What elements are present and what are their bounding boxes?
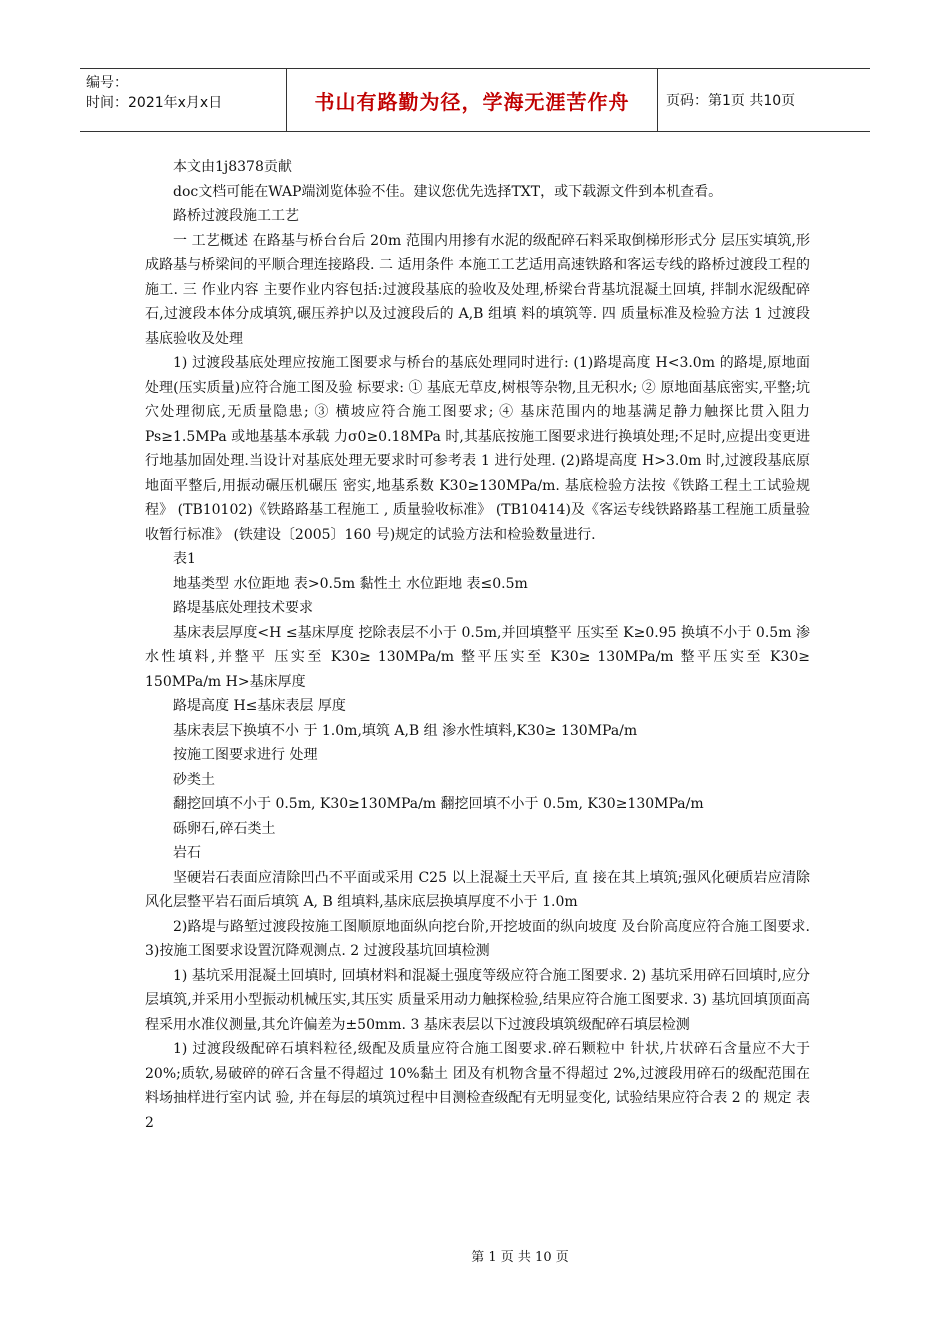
header-page-info: 页码：第1页 共10页	[666, 93, 796, 109]
paragraph: 按施工图要求进行 处理	[173, 747, 318, 763]
paragraph: 基床表层厚度<H ≤基床厚度 挖除表层不小于 0.5m,并回填整平 压实至 K≥0.95 换填不小于 0.5m 渗 水性填料,并整平 压实至 K30≥ 130MPa/m 整平压实至 K30≥ 130MPa/m 整平压实至 K30≥ 150MPa/m H>基床厚度	[145, 624, 810, 690]
document-date: 时间：2021年x月x日	[86, 95, 223, 111]
table-label: 表1	[173, 551, 196, 567]
document-title: 路桥过渡段施工工艺	[173, 208, 299, 224]
paragraph: 2)路堤与路堑过渡段按施工图顺原地面纵向挖台阶,开挖坡面的纵向坡度 及台阶高度应符合施工图要求. 3)按施工图要求设置沉降观测点. 2 过渡段基坑回填检测	[145, 918, 810, 959]
paragraph: 岩石	[173, 845, 201, 861]
document-body	[145, 155, 810, 1135]
header-meta	[80, 69, 286, 131]
footer-page-number: 第 1 页 共 10 页	[471, 1250, 569, 1265]
paragraph: 砾卵石,碎石类土	[173, 820, 276, 837]
page-header	[80, 68, 870, 132]
paragraph: 基床表层下换填不小 于 1.0m,填筑 A,B 组 渗水性填料,K30≥ 130MPa/m	[173, 722, 638, 739]
paragraph: 本文由1j8378贡献	[173, 159, 292, 175]
paragraph: 砂类土	[173, 771, 215, 788]
paragraph: doc文档可能在WAP端浏览体验不佳。建议您优先选择TXT，或下载源文件到本机查看。	[173, 183, 723, 200]
paragraph: 地基类型 水位距地 表>0.5m 黏性土 水位距地 表≤0.5m	[173, 575, 528, 592]
paragraph: 一 工艺概述 在路基与桥台台后 20m 范围内用掺有水泥的级配碎石料采取倒梯形形式分 层压实填筑,形成路基与桥梁间的平顺合理连接路段. 二 适用条件 本施工工艺适用高速铁路和客运专线的路桥过渡段工程的施工. 三 作业内容 主要作业内容包括:过渡段基底的验收及处理,桥梁台背基坑混凝土回填, 拌制水泥级配碎石,过渡段本体分成填筑,碾压养护以及过渡段后的 A,B 组填 料的填筑等. 四 质量标准及检验方法 1 过渡段基底验收及处理	[145, 232, 810, 347]
paragraph: 翻挖回填不小于 0.5m, K30≥130MPa/m 翻挖回填不小于 0.5m, K30≥130MPa/m	[173, 796, 704, 812]
paragraph: 1) 基坑采用混凝土回填时, 回填材料和混凝土强度等级应符合施工图要求. 2) 基坑采用碎石回填时,应分层填筑,并采用小型振动机械压实,其压实 质量采用动力触探检验,结果应符合施工图要求. 3) 基坑回填顶面高程采用水准仪测量,其允许偏差为±50mm. 3 基床表层以下过渡段填筑级配碎石填层检测	[145, 967, 810, 1033]
document-number-label: 编号：	[86, 75, 128, 91]
paragraph: 1) 过渡段级配碎石填料粒径,级配及质量应符合施工图要求.碎石颗粒中 针状,片状碎石含量应不大于 20%;质软,易破碎的碎石含量不得超过 10%黏土 团及有机物含量不得超过 2%,过渡段用碎石的级配范围在料场抽样进行室内试 验, 并在每层的填筑过程中目测检查级配有无明显变化, 试验结果应符合表 2 的 规定 表2	[145, 1041, 810, 1131]
paragraph: 路堤高度 H≤基床表层 厚度	[173, 698, 346, 714]
paragraph: 1) 过渡段基底处理应按施工图要求与桥台的基底处理同时进行: (1)路堤高度 H<3.0m 的路堤,原地面处理(压实质量)应符合施工图及验 标要求: ① 基底无草皮,树根等杂物,且无积水; ② 原地面基底密实,平整;坑穴处理彻底,无质量隐患; ③ 横坡应符合施工图要求; ④ 基床范围内的地基满足静力触探比贯入阻力 Ps≥1.5MPa 或地基基本承载 力σ0≥0.18MPa 时,其基底按施工图要求进行换填处理;不足时,应提出变更进 行地基加固处理.当设计对基底处理无要求时可参考表 1 进行处理. (2)路堤高度 H>3.0m 时,过渡段基底原地面平整后,用振动碾压机碾压 密实,地基系数 K30≥130MPa/m. 基底检验方法按《铁路工程土工试验规程》 (TB10102)《铁路路基工程施工 , 质量验收标准》 (TB10414)及《客运专线铁路路基工程施工质量验收暂行标准》 (铁建设〔2005〕160 号)规定的试验方法和检验数量进行.	[145, 355, 810, 543]
page-footer	[0, 1246, 950, 1265]
header-motto: 书山有路勤为径，学海无涯苦作舟	[286, 69, 658, 131]
paragraph: 坚硬岩石表面应清除凹凸不平面或采用 C25 以上混凝土天平后, 直 接在其上填筑;强风化硬质岩应清除风化层整平岩石面后填筑 A, B 组填料,基床底层换填厚度不小于 1.0m	[145, 869, 810, 910]
paragraph: 路堤基底处理技术要求	[173, 600, 313, 616]
